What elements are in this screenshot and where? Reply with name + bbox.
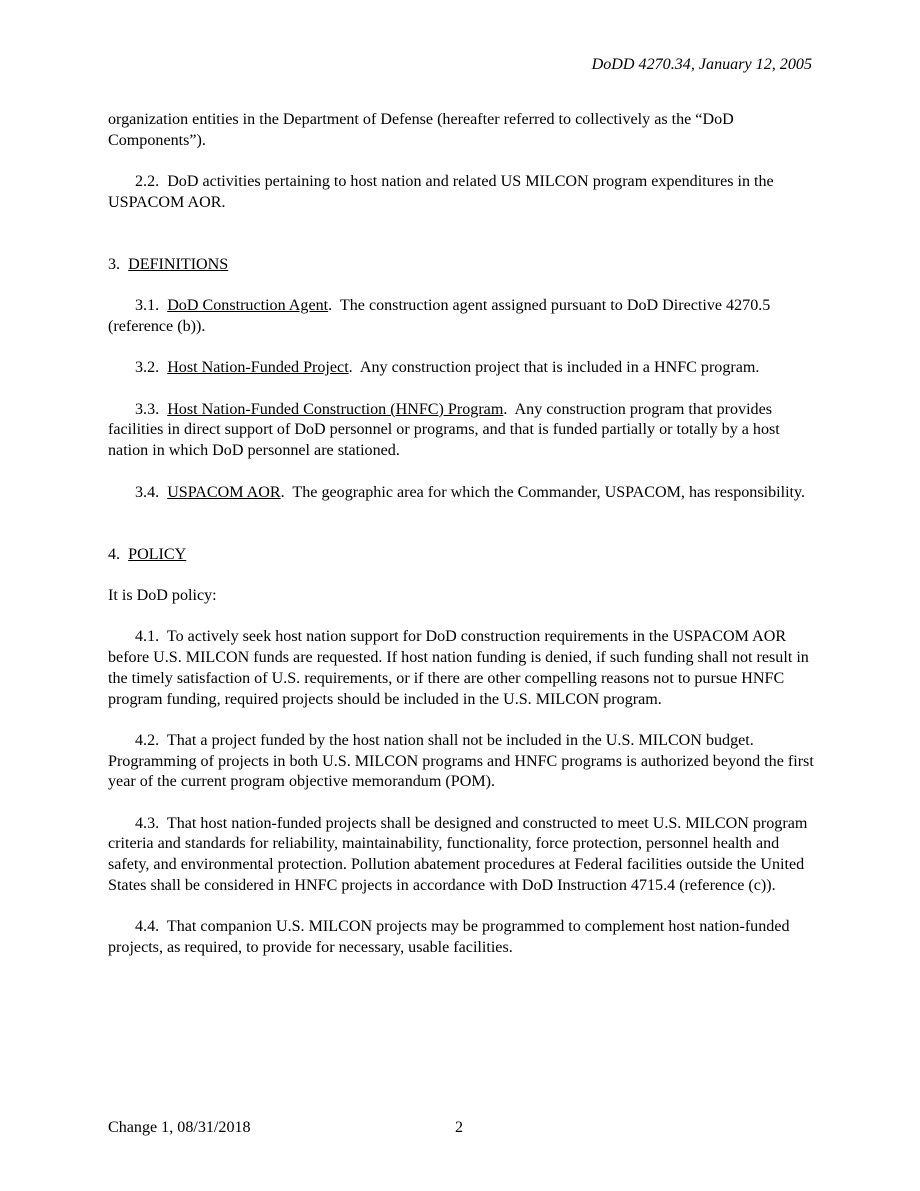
definition-3-2: 3.2. Host Nation-Funded Project. Any construction project that is included in a HNFC program. xyxy=(135,359,760,377)
definition-3-3: 3.3. Host Nation-Funded Construction (HNFC) Program. Any construction program that provides facilities in direct support of DoD personnel or programs, and that is funded partially or totally by a host nation in which DoD personnel are stationed. xyxy=(108,400,780,460)
policy-4-1 xyxy=(108,627,814,710)
definition-term: Host Nation-Funded Construction (HNFC) Program xyxy=(167,400,504,418)
section-title: DEFINITIONS xyxy=(128,255,229,273)
policy-number: 4.1. xyxy=(135,628,160,646)
policy-number: 4.3. xyxy=(135,814,160,832)
page-number: 2 xyxy=(455,1119,464,1136)
continuation-paragraph: organization entities in the Department of Defense (hereafter referred to collectively as the “DoD Components”). xyxy=(108,111,734,149)
paragraph-text: DoD activities pertaining to host nation and related US MILCON program expenditures in the USPACOM AOR. xyxy=(108,173,774,211)
paragraph-number: 2.2. xyxy=(135,173,160,191)
section-number: 4. xyxy=(108,545,121,563)
definition-text: Any construction project that is included in a HNFC program. xyxy=(359,359,760,377)
definition-term: Host Nation-Funded Project xyxy=(167,359,349,377)
policy-text: That host nation-funded projects shall be designed and constructed to meet U.S. MILCON program criteria and standards for reliability, maintainability, functionality, force protection, personnel health and safety, and environmental protection. Pollution abatement procedures at Federal facilities outside the United States shall be considered in HNFC projects in accordance with DoD Instruction 4715.4 (reference (c)). xyxy=(108,814,808,894)
definition-text: Any construction program that provides facilities in direct support of DoD personnel or programs, and that is funded partially or totally by a host nation in which DoD personnel are stationed. xyxy=(108,400,780,460)
policy-4-3 xyxy=(108,814,814,897)
policy-4-4 xyxy=(108,917,814,958)
paragraph-2-2 xyxy=(108,172,814,213)
definition-3-4: 3.4. USPACOM AOR. The geographic area for which the Commander, USPACOM, has responsibility. xyxy=(135,483,806,501)
section-title: POLICY xyxy=(128,545,187,563)
policy-text: That a project funded by the host nation shall not be included in the U.S. MILCON budget. Programming of projects in both U.S. MILCON programs and HNFC programs is authorized beyond the first year of the current program objective memorandum (POM). xyxy=(108,731,814,791)
policy-number: 4.2. xyxy=(135,731,160,749)
document-body xyxy=(108,110,814,979)
definition-number: 3.1. xyxy=(135,297,160,315)
definition-number: 3.2. xyxy=(135,359,160,377)
definition-3-1: 3.1. DoD Construction Agent. The construction agent assigned pursuant to DoD Directive 4270.5 (reference (b)). xyxy=(108,297,771,335)
policy-number: 4.4. xyxy=(135,918,160,936)
footer-change-note: Change 1, 08/31/2018 xyxy=(108,1119,251,1136)
section-number: 3. xyxy=(108,255,121,273)
policy-text: To actively seek host nation support for DoD construction requirements in the USPACOM AOR before U.S. MILCON funds are requested. If host nation funding is denied, if such funding shall not result in the timely satisfaction of U.S. requirements, or if there are other compelling reasons not to pursue HNFC program funding, required projects should be included in the U.S. MILCON program. xyxy=(108,628,809,708)
policy-text: That companion U.S. MILCON projects may be programmed to complement host nation-funded projects, as required, to provide for necessary, usable facilities. xyxy=(108,918,790,956)
definition-term: DoD Construction Agent xyxy=(167,297,329,315)
definition-term: USPACOM AOR xyxy=(167,483,281,501)
section-heading-policy xyxy=(108,545,814,566)
policy-intro: It is DoD policy: xyxy=(108,587,217,605)
definition-text: The geographic area for which the Commander, USPACOM, has responsibility. xyxy=(292,483,806,501)
definition-number: 3.3. xyxy=(135,400,160,418)
definition-number: 3.4. xyxy=(135,483,160,501)
definition-text: The construction agent assigned pursuant to DoD Directive 4270.5 (reference (b)). xyxy=(108,297,771,335)
page-header: DoDD 4270.34, January 12, 2005 xyxy=(591,56,812,73)
section-heading-definitions xyxy=(108,255,814,276)
policy-4-2 xyxy=(108,731,814,793)
